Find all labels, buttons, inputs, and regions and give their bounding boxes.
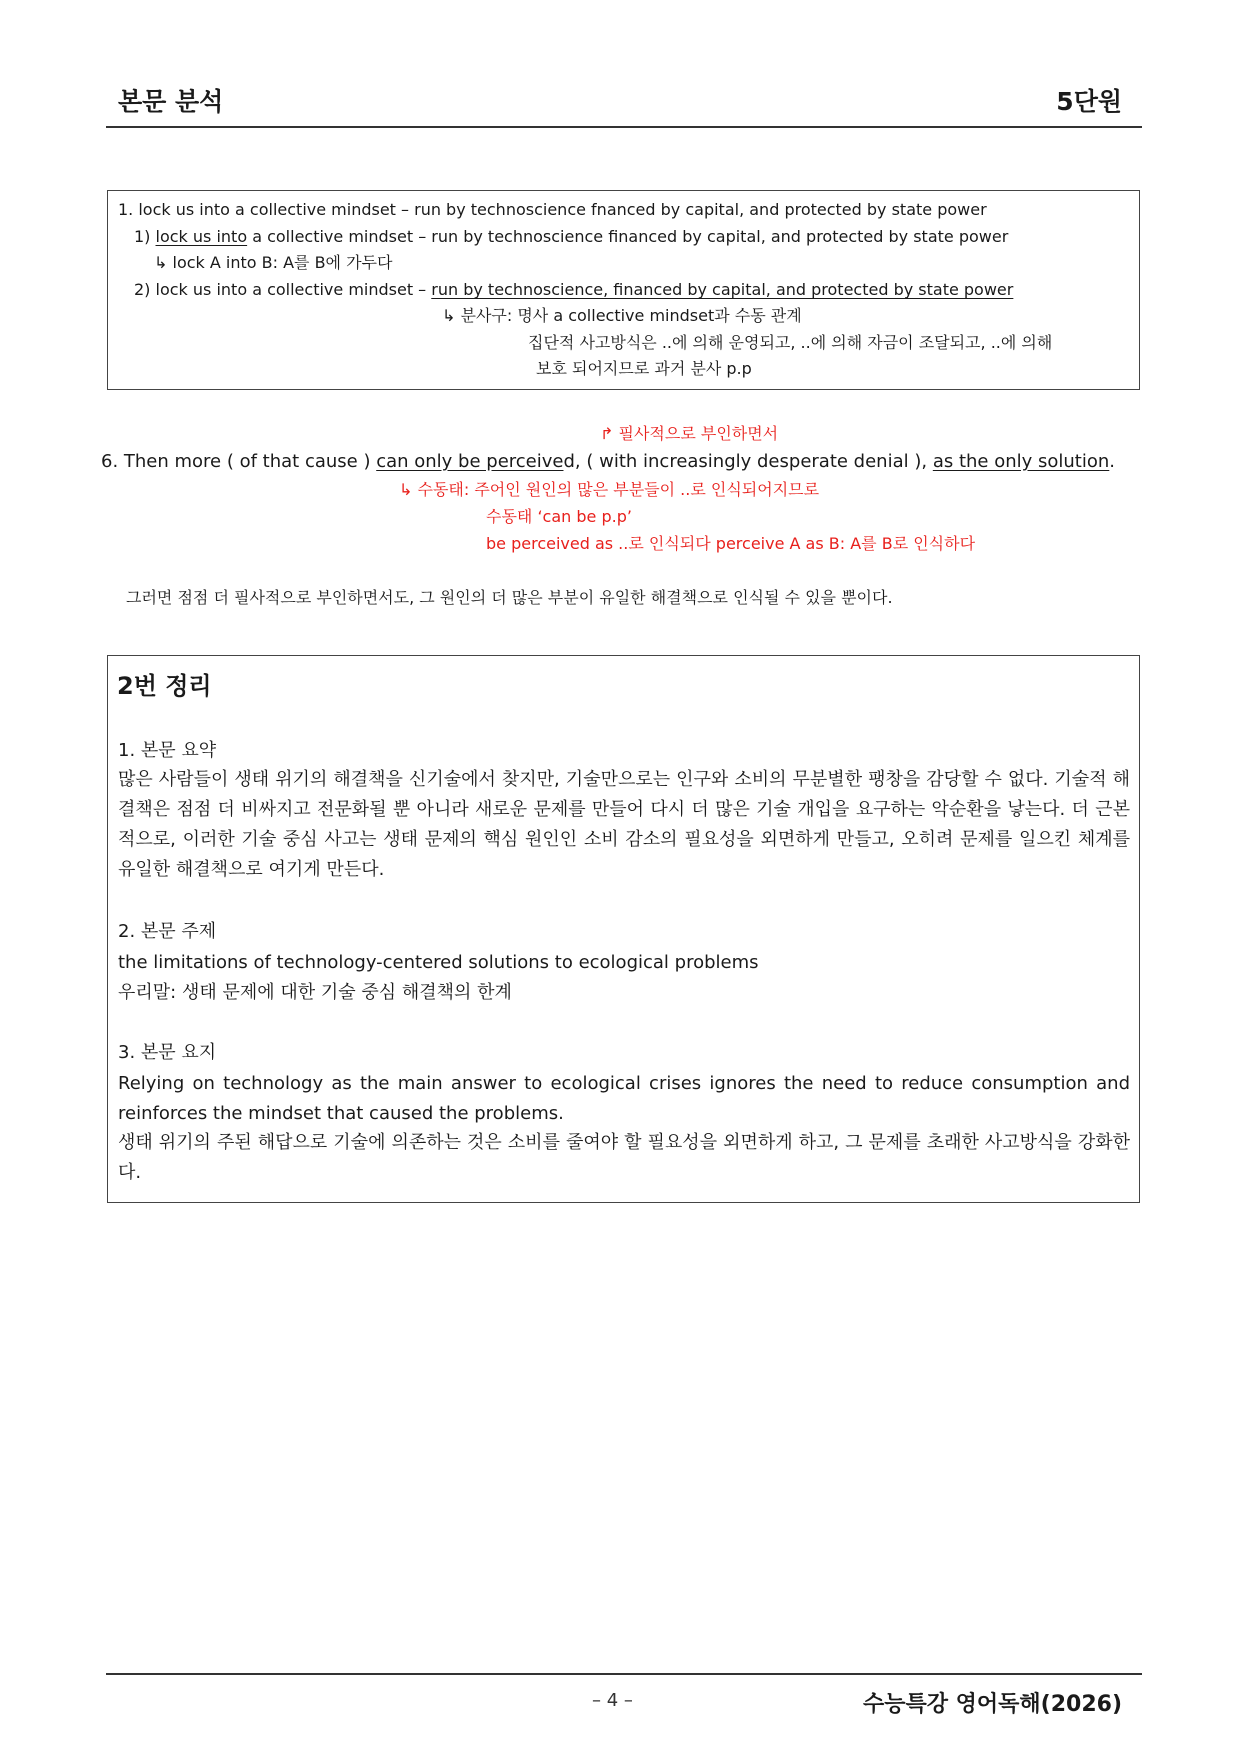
box1-line-2-rest: a collective mindset – run by technoscience financed by capital, and protected by state power (247, 227, 1009, 246)
sentence-6-underlined-verb: can only be perceive (376, 451, 564, 472)
book-title: 수능특강 영어독해(2026) (862, 1692, 1122, 1717)
box1-line-1: 1. lock us into a collective mindset – run by technoscience fnanced by capital, and protected by state power (118, 200, 987, 219)
page-title: 본문 분석 (118, 87, 224, 116)
box1-line-2-underlined: lock us into (155, 227, 248, 246)
sentence-6 (101, 451, 1115, 473)
section-3-english: Relying on technology as the main answer to ecological crises ignores the need to reduce consumption and reinforces the mindset that caused the problems. (118, 1073, 1130, 1124)
header-divider (106, 126, 1142, 128)
summary-title: 2번 정리 (117, 672, 212, 700)
sentence-6-underlined-phrase: as the only solution (932, 451, 1110, 472)
box1-line-2-prefix: 1) (134, 227, 156, 246)
box1-line-7: 보호 되어지므로 과거 분사 p.p (536, 359, 752, 378)
sentence-6-translation: 그러면 점점 더 필사적으로 부인하면서도, 그 원인의 더 많은 부분이 유일한 해결책으로 인식될 수 있을 뿐이다. (126, 588, 893, 607)
box1-line-5: ↳ 분사구: 명사 a collective mindset과 수동 관계 (442, 306, 802, 325)
section-3-korean: 생태 위기의 주된 해답으로 기술에 의존하는 것은 소비를 줄여야 할 필요성을 외면하게 하고, 그 문제를 초래한 사고방식을 강화한다. (118, 1132, 1130, 1183)
footer-divider (106, 1673, 1142, 1675)
box1-line-6: 집단적 사고방식은 ..에 의해 운영되고, ..에 의해 자금이 조달되고, ..에 의해 (528, 333, 1053, 352)
sentence-6-part-1: 6. Then more ( of that cause ) (101, 451, 377, 472)
sentence-6-period: . (1109, 451, 1116, 472)
section-2-english: the limitations of technology-centered solutions to ecological problems (118, 952, 759, 973)
section-2-korean: 우리말: 생태 문제에 대한 기술 중심 해결책의 한계 (118, 982, 512, 1003)
box1-line-2 (134, 227, 1008, 247)
note-desperate-denial: ↱ 필사적으로 부인하면서 (600, 424, 779, 443)
box1-line-4-underlined: run by technoscience, financed by capital, and protected by state power (431, 280, 1014, 299)
box1-line-4 (134, 280, 1013, 300)
box1-line-4-prefix: 2) lock us into a collective mindset – (134, 280, 432, 299)
page-number: – 4 – (592, 1690, 633, 1711)
box1-line-3: ↳ lock A into B: A를 B에 가두다 (154, 253, 393, 272)
section-1-body: 많은 사람들이 생태 위기의 해결책을 신기술에서 찾지만, 기술만으로는 인구와 소비의 무분별한 팽창을 감당할 수 없다. 기술적 해결책은 점점 더 비싸지고 전문화될 뿐 아니라 새로운 문제를 만들어 다시 더 많은 기술 개입을 요구하는 악순환을 낳는다. 더 근본적으로, 이러한 기술 중심 사고는 생태 문제의 핵심 원인인 소비 감소의 필요성을 외면하게 만들고, 오히려 문제를 일으킨 체계를 유일한 해결책으로 여기게 만든다. (118, 769, 1130, 880)
note-passive-2: 수동태 ‘can be p.p’ (486, 507, 632, 526)
section-3-heading: 3. 본문 요지 (118, 1042, 217, 1063)
sentence-6-part-3: d, ( with increasingly desperate denial ), (563, 451, 933, 472)
section-1-heading: 1. 본문 요약 (118, 740, 217, 761)
section-2-heading: 2. 본문 주제 (118, 921, 217, 942)
note-passive-1: ↳ 수동태: 주어인 원인의 많은 부분들이 ..로 인식되어지므로 (399, 480, 820, 499)
note-passive-3: be perceived as ..로 인식되다 perceive A as B: A를 B로 인식하다 (486, 534, 976, 553)
unit-label: 5단원 (1056, 87, 1122, 116)
